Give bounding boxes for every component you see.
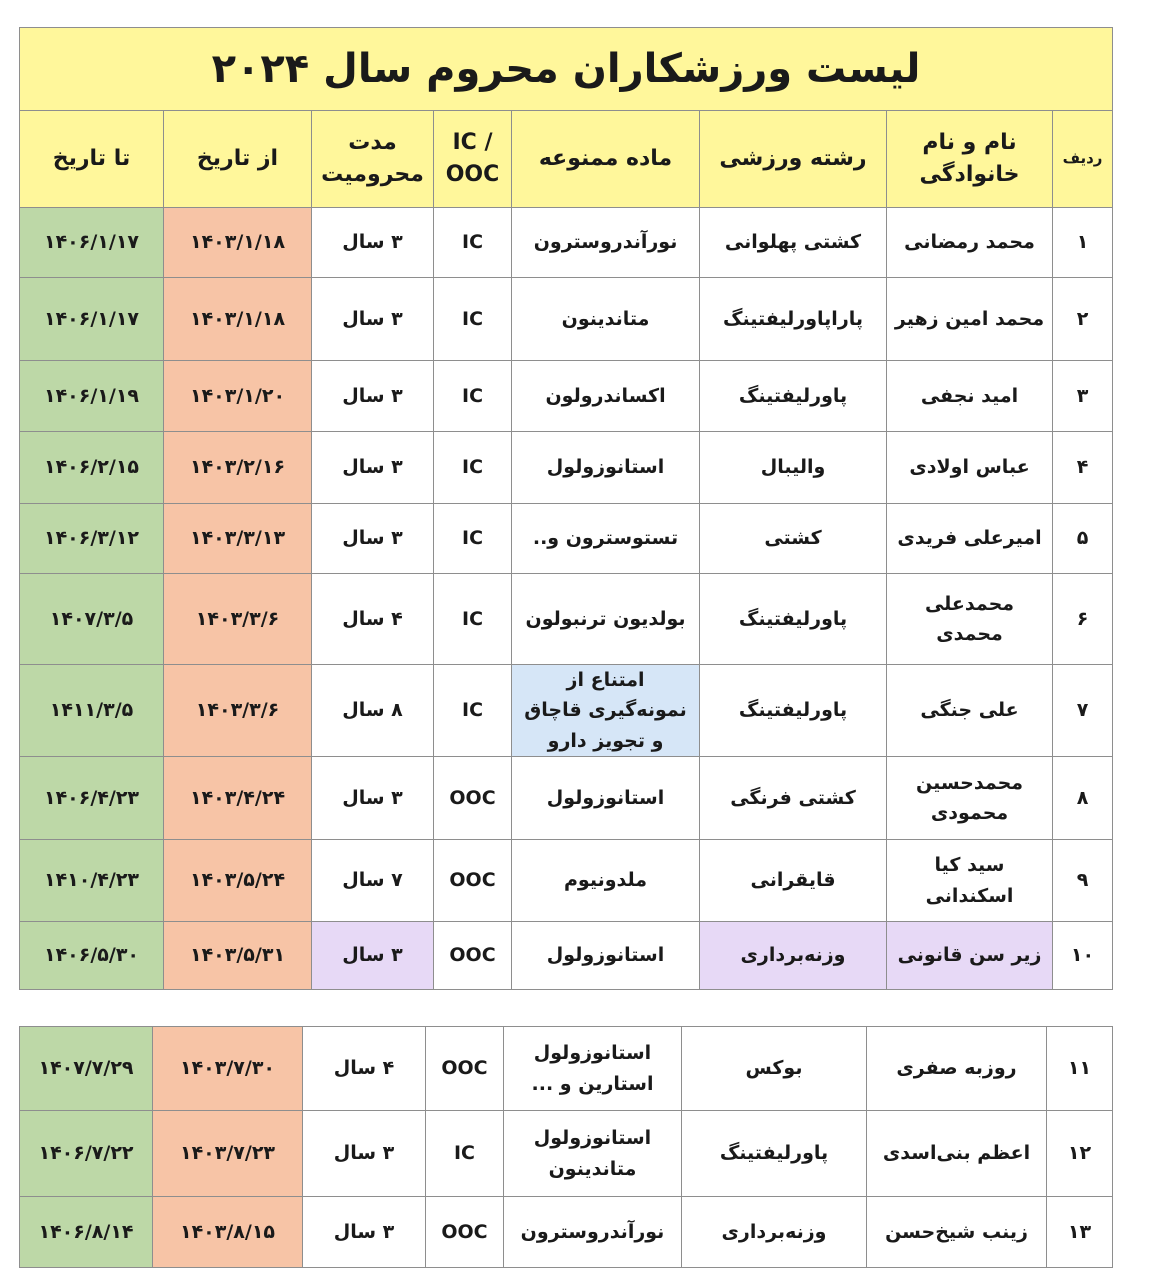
test-type: IC [434,504,512,574]
substance: اکساندرولون [512,361,700,432]
duration: ۳ سال [303,1197,426,1268]
substance: متاندینون [512,278,700,361]
sport: کشتی فرنگی [700,757,887,840]
substance: استانوزولول [512,432,700,504]
substance: نورآندروسترون [504,1197,682,1268]
table-row [20,757,1113,840]
to-date: ۱۴۰۶/۲/۱۵ [20,432,164,504]
to-date: ۱۴۰۶/۸/۱۴ [20,1197,153,1268]
athlete-name: زینب شیخ‌حسن [867,1197,1047,1268]
sport: پاراپاورلیفتینگ [700,278,887,361]
row-number: ۹ [1053,840,1113,922]
sport: والیبال [700,432,887,504]
duration: ۳ سال [312,361,434,432]
sport: پاورلیفتینگ [700,574,887,665]
table-row [20,1111,1113,1197]
table-row [20,278,1113,361]
duration: ۳ سال [312,757,434,840]
row-number: ۵ [1053,504,1113,574]
row-number: ۱۳ [1047,1197,1113,1268]
header-to-date: تا تاریخ [20,111,164,208]
from-date: ۱۴۰۳/۵/۲۴ [164,840,312,922]
duration: ۳ سال [312,432,434,504]
table-row [20,922,1113,990]
row-number: ۱ [1053,208,1113,278]
test-type: OOC [426,1027,504,1111]
from-date: ۱۴۰۳/۱/۱۸ [164,278,312,361]
from-date: ۱۴۰۳/۸/۱۵ [153,1197,303,1268]
to-date: ۱۴۰۶/۱/۱۹ [20,361,164,432]
to-date: ۱۴۰۷/۷/۲۹ [20,1027,153,1111]
table-row [20,361,1113,432]
row-number: ۱۱ [1047,1027,1113,1111]
athlete-name: سید کیا اسکندانی [887,840,1053,922]
header-sport: رشته ورزشی [700,111,887,208]
to-date: ۱۴۱۱/۳/۵ [20,665,164,757]
athlete-name: محمدعلی محمدی [887,574,1053,665]
row-number: ۴ [1053,432,1113,504]
row-number: ۸ [1053,757,1113,840]
substance: امتناع از نمونه‌گیری قاچاق و تجویز دارو [512,665,700,757]
header-from-date: از تاریخ [164,111,312,208]
athlete-name: عباس اولادی [887,432,1053,504]
athlete-name: محمد امین زهیر [887,278,1053,361]
to-date: ۱۴۰۷/۳/۵ [20,574,164,665]
sport: پاورلیفتینگ [700,361,887,432]
from-date: ۱۴۰۳/۵/۳۱ [164,922,312,990]
header-substance: ماده ممنوعه [512,111,700,208]
sport: کشتی پهلوانی [700,208,887,278]
athlete-name: امیرعلی فریدی [887,504,1053,574]
to-date: ۱۴۰۶/۱/۱۷ [20,278,164,361]
table-row [20,432,1113,504]
test-type: OOC [434,757,512,840]
to-date: ۱۴۰۶/۷/۲۲ [20,1111,153,1197]
table-row [20,574,1113,665]
row-number: ۱۲ [1047,1111,1113,1197]
test-type: IC [434,361,512,432]
from-date: ۱۴۰۳/۱/۲۰ [164,361,312,432]
test-type: IC [434,208,512,278]
substance: ملدونیوم [512,840,700,922]
row-number: ۲ [1053,278,1113,361]
from-date: ۱۴۰۳/۲/۱۶ [164,432,312,504]
test-type: IC [434,665,512,757]
sport: وزنه‌برداری [682,1197,867,1268]
table-row [20,1027,1113,1111]
from-date: ۱۴۰۳/۴/۲۴ [164,757,312,840]
to-date: ۱۴۰۶/۳/۱۲ [20,504,164,574]
athlete-name: اعظم بنی‌اسدی [867,1111,1047,1197]
substance: استانوزولول [512,757,700,840]
table-row [20,1197,1113,1268]
athlete-name: محمد رمضانی [887,208,1053,278]
duration: ۸ سال [312,665,434,757]
from-date: ۱۴۰۳/۷/۳۰ [153,1027,303,1111]
sport: پاورلیفتینگ [700,665,887,757]
from-date: ۱۴۰۳/۳/۶ [164,574,312,665]
test-type: OOC [434,840,512,922]
test-type: IC [434,278,512,361]
athlete-name: محمدحسین محمودی [887,757,1053,840]
duration: ۷ سال [312,840,434,922]
test-type: IC [426,1111,504,1197]
duration: ۳ سال [303,1111,426,1197]
substance: استانوزولول متاندینون [504,1111,682,1197]
substance: تستوسترون و.. [512,504,700,574]
from-date: ۱۴۰۳/۷/۲۳ [153,1111,303,1197]
to-date: ۱۴۰۶/۴/۲۳ [20,757,164,840]
table-header [20,111,1113,208]
substance: استانوزولول [512,922,700,990]
header-name: نام و نام خانوادگی [887,111,1053,208]
athlete-name: امید نجفی [887,361,1053,432]
header-row-number: ردیف [1053,111,1113,208]
banned-athletes-table-part-1 [19,27,1112,990]
row-number: ۷ [1053,665,1113,757]
to-date: ۱۴۰۶/۱/۱۷ [20,208,164,278]
sport: قایقرانی [700,840,887,922]
row-number: ۶ [1053,574,1113,665]
banned-athletes-table-part-2 [19,1026,1112,1268]
from-date: ۱۴۰۳/۳/۶ [164,665,312,757]
table-row [20,208,1113,278]
duration: ۴ سال [312,574,434,665]
substance: بولدیون ترنبولون [512,574,700,665]
sport: کشتی [700,504,887,574]
page-title: لیست ورزشکاران محروم سال ۲۰۲۴ [20,28,1113,111]
duration: ۳ سال [312,504,434,574]
athlete-name: روزبه صفری [867,1027,1047,1111]
athlete-name: زیر سن قانونی [887,922,1053,990]
from-date: ۱۴۰۳/۳/۱۳ [164,504,312,574]
sport: وزنه‌برداری [700,922,887,990]
row-number: ۱۰ [1053,922,1113,990]
table-row [20,840,1113,922]
duration: ۳ سال [312,278,434,361]
sport: پاورلیفتینگ [682,1111,867,1197]
test-type: IC [434,574,512,665]
test-type: IC [434,432,512,504]
sport: بوکس [682,1027,867,1111]
substance: نورآندروسترون [512,208,700,278]
test-type: OOC [434,922,512,990]
header-duration: مدت محرومیت [312,111,434,208]
duration: ۳ سال [312,922,434,990]
to-date: ۱۴۱۰/۴/۲۳ [20,840,164,922]
header-test-type: IC / OOC [434,111,512,208]
test-type: OOC [426,1197,504,1268]
duration: ۳ سال [312,208,434,278]
row-number: ۳ [1053,361,1113,432]
table-row [20,665,1113,757]
athlete-name: علی جنگی [887,665,1053,757]
from-date: ۱۴۰۳/۱/۱۸ [164,208,312,278]
duration: ۴ سال [303,1027,426,1111]
substance: استانوزولول استارین و ... [504,1027,682,1111]
to-date: ۱۴۰۶/۵/۳۰ [20,922,164,990]
table-row [20,504,1113,574]
